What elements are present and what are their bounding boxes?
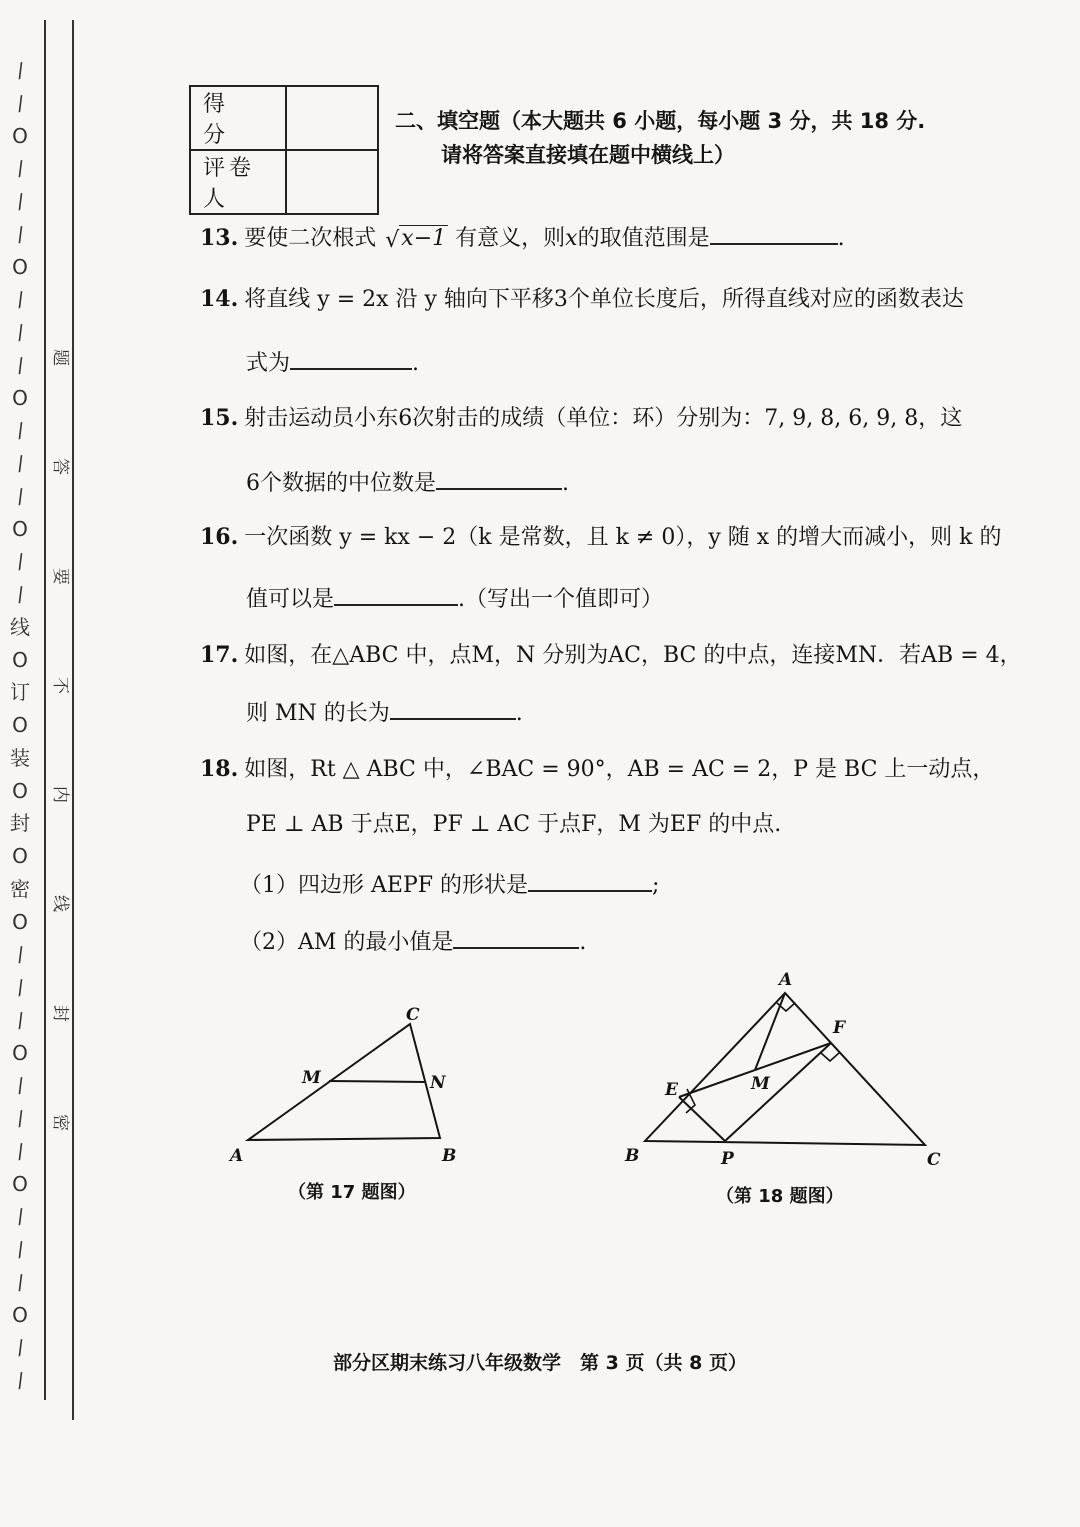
grader-label: 评卷人	[190, 150, 286, 214]
question-18-sub1	[240, 868, 659, 901]
binding-mark: O	[12, 1171, 28, 1196]
label-c: C	[927, 1150, 941, 1170]
binding-mark: /	[14, 1269, 26, 1295]
question-15-line2	[246, 466, 569, 499]
q15-text-2: 6个数据的中位数是	[246, 471, 436, 496]
binding-mark: /	[14, 1236, 26, 1262]
binding-mark: /	[14, 548, 26, 574]
question-number: 16.	[200, 524, 239, 550]
q16-text: 一次函数 y = kx − 2（k 是常数，且 k ≠ 0），y 随 x 的增大而减小，则 k 的	[244, 525, 1002, 550]
binding-mark: /	[14, 352, 26, 378]
binding-mark: O	[12, 1040, 28, 1065]
binding-mark: /	[14, 221, 26, 247]
figure-18-caption: （第 18 题图）	[716, 1186, 844, 1207]
binding-line-left	[44, 20, 46, 1400]
right-angle-f	[821, 1053, 839, 1061]
answer-blank-16[interactable]	[334, 582, 458, 606]
q16-end: .（写出一个值即可）	[458, 587, 664, 612]
figure-17	[220, 1000, 480, 1180]
binding-notice	[48, 345, 76, 1135]
label-c: C	[406, 1005, 420, 1025]
binding-mark: /	[14, 1334, 26, 1360]
binding-mark: /	[14, 1007, 26, 1033]
label-f: F	[833, 1018, 846, 1038]
q17-end: .	[515, 701, 523, 726]
grader-cell	[286, 150, 378, 214]
binding-notice-char: 答	[49, 458, 70, 476]
binding-mark: /	[14, 319, 26, 345]
binding-mark: O	[12, 713, 28, 737]
label-m: M	[751, 1074, 770, 1094]
triangle-abc-18	[645, 993, 925, 1145]
question-15-line1	[200, 403, 962, 434]
binding-notice-char: 密	[49, 1113, 70, 1131]
binding-mark: /	[14, 581, 26, 607]
section-title-line2: 请将答案直接填在题中横线上）	[441, 143, 735, 167]
question-18-sub2	[240, 925, 586, 958]
answer-blank-14[interactable]	[290, 346, 412, 370]
label-n: N	[430, 1073, 446, 1093]
binding-notice-char: 封	[49, 1004, 70, 1022]
q15-text: 射击运动员小东6次射击的成绩（单位：环）分别为：7, 9, 8, 6, 9, 8，这	[244, 406, 963, 431]
label-m: M	[302, 1068, 321, 1088]
binding-mark: /	[14, 1138, 26, 1164]
q13-text-post: 的取值范围是	[577, 226, 710, 251]
binding-notice-char: 要	[49, 567, 70, 585]
label-b: B	[442, 1146, 457, 1166]
section-title	[395, 104, 995, 172]
score-cell	[286, 86, 378, 150]
score-label: 得 分	[190, 86, 286, 150]
answer-blank-17[interactable]	[390, 696, 516, 720]
label-a: A	[230, 1146, 244, 1166]
answer-blank-18-1[interactable]	[528, 868, 652, 892]
sqrt-expression: √ x−1	[385, 226, 447, 253]
question-14-line2	[246, 346, 419, 379]
q17-text: 如图，在△ABC 中，点M，N 分别为AC，BC 的中点，连接MN．若AB = 4，	[244, 643, 1022, 668]
section-title-line1: 二、填空题（本大题共 6 小题，每小题 3 分，共 18 分.	[395, 109, 926, 133]
q16-text-2: 值可以是	[246, 587, 335, 612]
binding-mark: /	[14, 417, 26, 443]
binding-mark: /	[14, 1367, 26, 1393]
binding-mark: O	[12, 909, 28, 934]
q18-text-2: PE ⊥ AB 于点E，PF ⊥ AC 于点F，M 为EF 的中点.	[246, 812, 782, 837]
q13-text-pre: 要使二次根式	[244, 226, 377, 251]
question-number: 18.	[200, 756, 239, 782]
q18-sub2-text: （2）AM 的最小值是	[240, 930, 454, 955]
binding-notice-char: 不	[49, 676, 70, 694]
binding-notice-char: 题	[49, 349, 70, 366]
binding-mark: /	[14, 188, 26, 214]
label-b: B	[625, 1146, 640, 1166]
binding-notice-char: 线	[49, 895, 70, 913]
binding-mark: /	[14, 155, 26, 181]
figure-17-caption: （第 17 题图）	[288, 1182, 416, 1203]
binding-mark: 封	[10, 811, 30, 836]
binding-mark: O	[12, 647, 28, 672]
question-number: 15.	[200, 405, 239, 431]
binding-mark: /	[14, 57, 26, 83]
q13-text-mid: 有意义，则	[455, 226, 566, 251]
question-18-line1	[200, 754, 994, 785]
question-number: 13.	[200, 225, 239, 251]
q13-var: x	[565, 226, 578, 251]
q18-sub1-end: ;	[652, 873, 660, 898]
question-number: 14.	[200, 286, 239, 312]
question-13	[200, 221, 845, 254]
segment-mn	[329, 1081, 425, 1082]
segment-pe	[679, 1097, 725, 1141]
binding-mark: /	[14, 1072, 26, 1098]
q14-text: 将直线 y = 2x 沿 y 轴向下平移3个单位长度后，所得直线对应的函数表达	[244, 287, 964, 312]
q13-radicand: x−1	[401, 226, 447, 251]
answer-blank-15[interactable]	[436, 466, 562, 490]
binding-mark: 订	[10, 680, 30, 705]
page-footer: 部分区期末练习八年级数学 第 3 页（共 8 页）	[333, 1352, 747, 1374]
binding-mark: /	[14, 941, 26, 967]
answer-blank-13[interactable]	[710, 221, 838, 245]
question-18-line2	[246, 810, 781, 840]
question-16-line1	[200, 522, 1001, 553]
binding-mark: O	[12, 516, 28, 541]
binding-mark: /	[14, 90, 26, 116]
question-16-line2	[246, 582, 663, 615]
binding-notice-char: 内	[49, 786, 70, 804]
figure-18	[615, 965, 955, 1175]
q13-end: .	[837, 226, 845, 251]
binding-mark: /	[14, 483, 26, 509]
q15-end: .	[562, 471, 569, 496]
binding-mark: /	[14, 286, 26, 312]
binding-mark: O	[12, 123, 28, 148]
label-a: A	[779, 970, 793, 990]
binding-mark: /	[14, 1203, 26, 1229]
binding-mark: /	[14, 974, 26, 1000]
segment-pf	[725, 1043, 831, 1141]
binding-mark: 装	[10, 745, 30, 770]
question-17-line1	[200, 640, 1022, 671]
binding-mark: O	[12, 1302, 28, 1327]
score-table	[189, 85, 379, 215]
binding-mark: O	[12, 254, 28, 279]
q18-sub1-text: （1）四边形 AEPF 的形状是	[240, 873, 528, 898]
q14-end: .	[412, 351, 420, 376]
question-number: 17.	[200, 642, 239, 668]
label-e: E	[665, 1080, 678, 1100]
binding-mark: O	[12, 778, 28, 803]
binding-mark: O	[12, 844, 28, 868]
label-p: P	[721, 1149, 734, 1169]
binding-mark: 密	[10, 876, 30, 901]
binding-mark: O	[12, 385, 28, 410]
binding-mark: /	[14, 1105, 26, 1131]
binding-mark: 线	[10, 614, 30, 639]
binding-marks	[0, 57, 40, 1393]
q17-text-2: 则 MN 的长为	[246, 701, 390, 726]
q18-sub2-end: .	[579, 930, 587, 955]
question-17-line2	[246, 696, 523, 729]
segment-am	[755, 993, 785, 1070]
binding-mark: /	[14, 450, 26, 476]
question-14-line1	[200, 284, 964, 315]
q14-text-2: 式为	[246, 351, 291, 376]
answer-blank-18-2[interactable]	[453, 925, 579, 949]
q18-text: 如图，Rt △ ABC 中，∠BAC = 90°，AB = AC = 2，P 是 BC 上一动点，	[244, 757, 995, 782]
